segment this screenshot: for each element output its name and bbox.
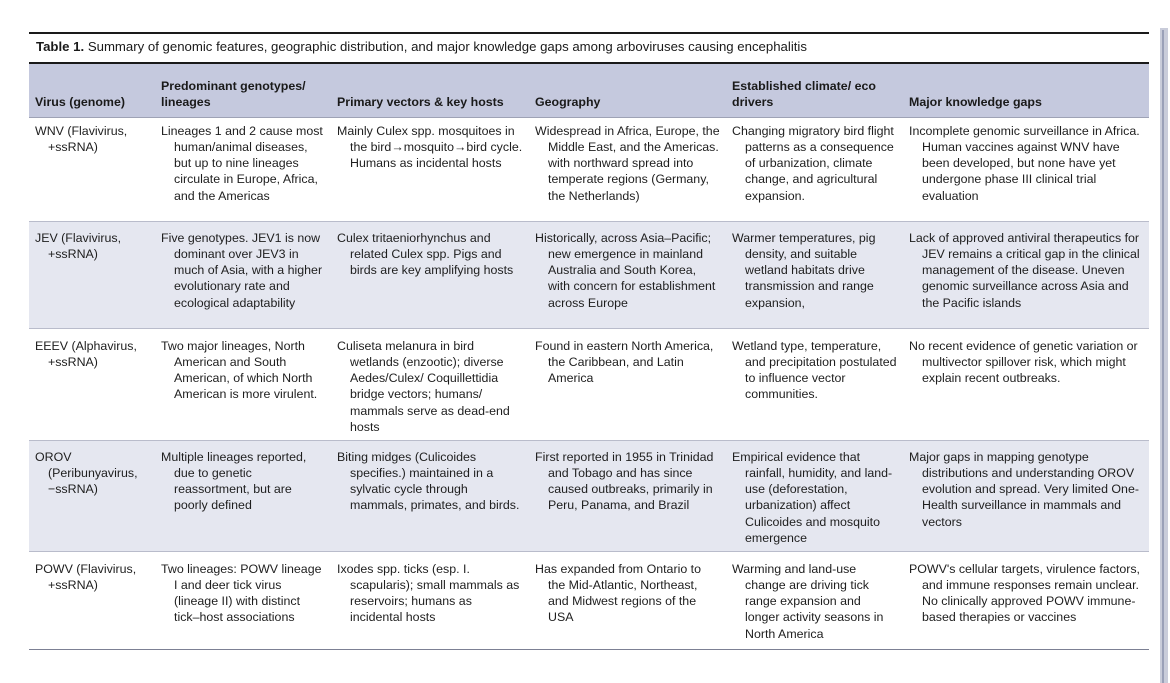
- table-cell: First reported in 1955 in Trinidad and Tobago and has since caused outbreaks, primarily in Peru, Panama, and Brazil: [535, 449, 714, 513]
- table-cell: POWV (Flavivirus, +ssRNA): [35, 561, 137, 592]
- table-cell: Two lineages: POWV lineage I and deer tick virus (lineage II) with distinct tick–host associations: [161, 561, 322, 625]
- table-cell: Lineages 1 and 2 cause most human/animal diseases, but up to nine lineages circulate in Europe, Africa, and the Americas: [161, 123, 323, 203]
- table-cell: Mainly Culex spp. mosquitoes in the bird→mosquito→bird cycle. Humans as incidental hosts: [337, 123, 523, 171]
- header-geography: Geography: [529, 63, 726, 117]
- table-cell: Five genotypes. JEV1 is now dominant over JEV3 in much of Asia, with a higher evolutionary rate and ecological adaptability: [161, 230, 323, 310]
- table-cell: Found in eastern North America, the Caribbean, and Latin America: [535, 338, 714, 386]
- table-cell: Widespread in Africa, Europe, the Middle East, and the Americas. with northward spread into temperate regions (Germany, the Netherlands): [535, 123, 720, 203]
- table-cell: No recent evidence of genetic variation or multivector spillover risk, which might explain recent outbreaks.: [909, 338, 1138, 386]
- table-cell: Two major lineages, North American and South American, of which North American is more virulent.: [161, 338, 318, 402]
- table-row: [29, 117, 1149, 221]
- table-caption-text: Summary of genomic features, geographic distribution, and major knowledge gaps among arboviruses causing encephalitis: [87, 39, 807, 54]
- table-label: Table 1.: [36, 39, 85, 54]
- table-cell: EEEV (Alphavirus, +ssRNA): [35, 338, 137, 369]
- table-cell: Lack of approved antiviral therapeutics for JEV remains a critical gap in the clinical management of the disease. Uneven genomic surveillance across Asia and the Pacific islands: [909, 230, 1140, 310]
- table-cell: OROV (Peribunyavirus, −ssRNA): [35, 449, 138, 497]
- table-cell: JEV (Flavivirus, +ssRNA): [35, 230, 122, 261]
- table-cell: Empirical evidence that rainfall, humidity, and land-use (deforestation, urbanization) affect Culicoides and mosquito emergence: [732, 449, 893, 545]
- table-cell: Ixodes spp. ticks (esp. I. scapularis); small mammals as reservoirs; humans as incidental hosts: [337, 561, 520, 625]
- table-cell: Biting midges (Culicoides specifies.) maintained in a sylvatic cycle through mammals, primates, and birds.: [337, 449, 520, 513]
- arbovirus-table: [29, 62, 1149, 650]
- table-cell: Changing migratory bird flight patterns as a consequence of urbanization, climate change, and agricultural expansion.: [732, 123, 894, 203]
- header-virus: Virus (genome): [29, 63, 155, 117]
- page-edge-line: [1162, 30, 1164, 683]
- header-climate-drivers: Established climate/ eco drivers: [726, 63, 903, 117]
- table-cell: Multiple lineages reported, due to genetic reassortment, but are poorly defined: [161, 449, 307, 513]
- table-cell: WNV (Flavivirus, +ssRNA): [35, 123, 128, 154]
- table-cell: Wetland type, temperature, and precipitation postulated to influence vector communities.: [732, 338, 897, 402]
- table-row: [29, 328, 1149, 440]
- header-knowledge-gaps: Major knowledge gaps: [903, 63, 1149, 117]
- table-cell: Incomplete genomic surveillance in Africa. Human vaccines against WNV have been developed, but none have yet undergone phase III clinical trial evaluation: [909, 123, 1140, 203]
- top-rule: [29, 32, 1149, 34]
- table-cell: POWV's cellular targets, virulence factors, and immune responses remain unclear. No clinically approved POWV immune-based therapies or vaccines: [909, 561, 1140, 625]
- table-cell: Major gaps in mapping genotype distributions and understanding OROV evolution and spread. Very limited One-Health surveillance in mammals and vectors: [909, 449, 1139, 529]
- table-cell: Culex tritaeniorhynchus and related Culex spp. Pigs and birds are key amplifying hosts: [337, 230, 514, 278]
- table-caption: [36, 39, 1146, 54]
- table-cell: Warming and land-use change are driving tick range expansion and longer activity seasons in North America: [732, 561, 884, 641]
- header-genotypes: Predominant genotypes/ lineages: [155, 63, 331, 117]
- header-vectors: Primary vectors & key hosts: [331, 63, 529, 117]
- table-cell: Warmer temperatures, pig density, and suitable wetland habitats drive transmission and range expansion,: [732, 230, 876, 310]
- table-cell: Has expanded from Ontario to the Mid-Atlantic, Northeast, and Midwest regions of the USA: [535, 561, 701, 625]
- table-row: [29, 440, 1149, 551]
- table-row: [29, 221, 1149, 328]
- table-header-row: [29, 63, 1149, 117]
- table-row: [29, 551, 1149, 649]
- table-cell: Historically, across Asia–Pacific; new emergence in mainland Australia and South Korea, with concern for establishment across Europe: [535, 230, 716, 310]
- table-cell: Culiseta melanura in bird wetlands (enzootic); diverse Aedes/Culex/ Coquillettidia bridge vectors; humans/ mammals serve as dead-end hosts: [337, 338, 510, 434]
